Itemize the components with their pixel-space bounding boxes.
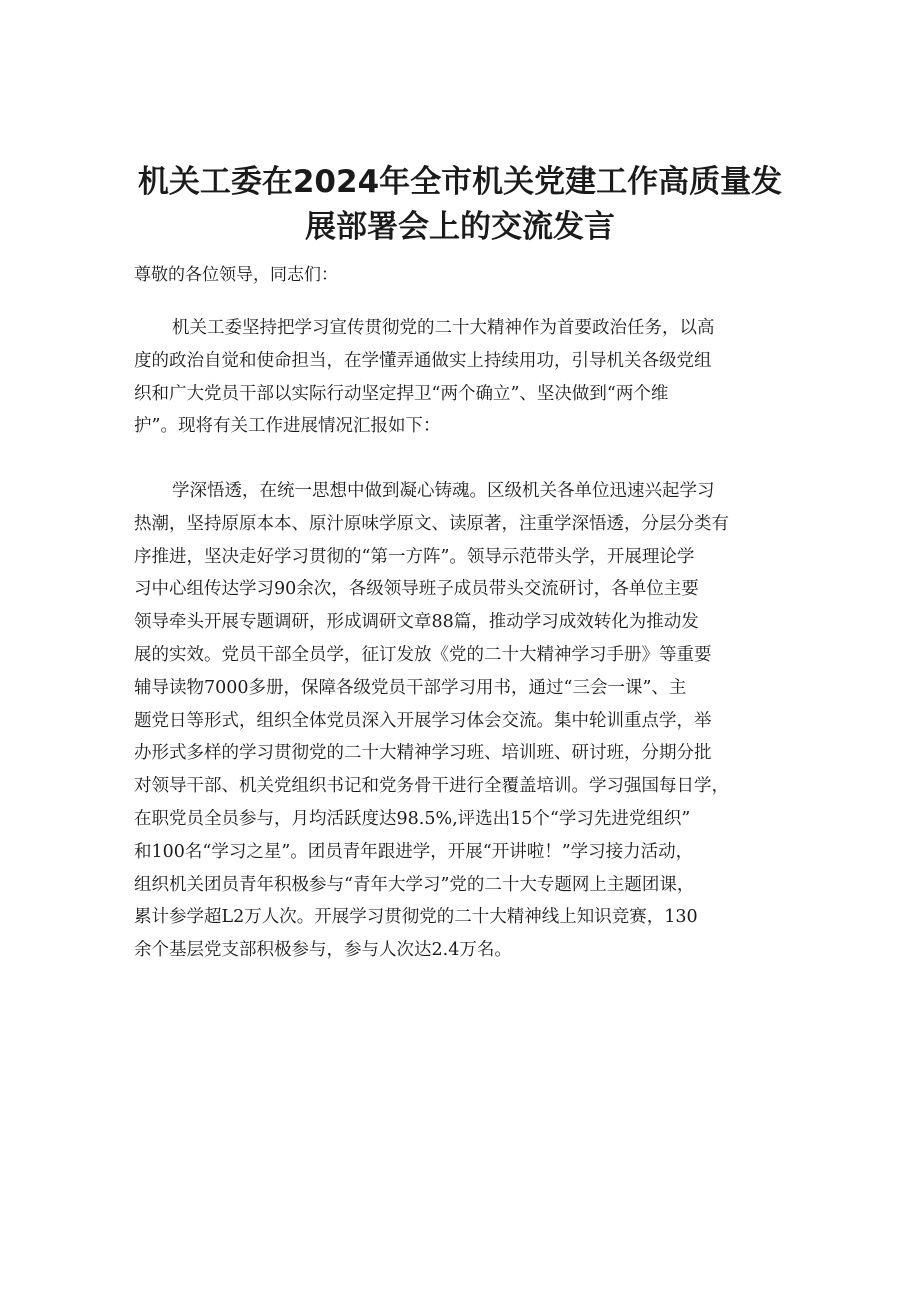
salutation: 尊敬的各位领导，同志们： [134,265,338,285]
text-line: 度的政治自觉和使命担当，在学懂弄通做实上持续用功，引导机关各级党组 [134,350,712,371]
title-line: 机关工委在2024年全市机关党建工作高质量发 [137,164,783,200]
text-line: 在职党员全员参与，月均活跃度达98.5%,评选出15个“学习先进党组织” [134,808,691,829]
text-line: 机关工委坚持把学习宣传贯彻党的二十大精神作为首要政治任务，以高 [172,318,715,338]
text-line: 组织机关团员青年积极参与“青年大学习”党的二十大专题网上主题团课， [134,874,695,895]
text-line: 办形式多样的学习贯彻党的二十大精神学习班、培训班、研讨班，分期分批 [134,743,712,764]
text-line: 余个基层党支部积极参与，参与人次达2.4万名。 [134,940,512,961]
text-line: 学深悟透，在统一思想中做到凝心铸魂。区级机关各单位迅速兴起学习 [172,481,715,501]
text-line: 领导牵头开展专题调研，形成调研文章88篇，推动学习成效转化为推动发 [134,612,699,633]
paragraph-intro [134,312,796,443]
text-line: 展的实效。党员干部全员学，征订发放《党的二十大精神学习手册》等重要 [134,644,712,665]
text-line: 题党日等形式，组织全体党员深入开展学习体会交流。集中轮训重点学，举 [134,710,712,731]
text-line: 累计参学超L2万人次。开展学习贯彻党的二十大精神线上知识竞赛，130 [134,907,698,928]
text-line: 护”。现将有关工作进展情况汇报如下： [134,416,441,437]
text-line: 和100名“学习之星”。团员青年跟进学，开展“开讲啦！”学习接力活动， [134,841,694,862]
text-line: 热潮，坚持原原本本、原汁原味学原文、读原著，注重学深悟透，分层分类有 [134,513,729,534]
text-line: 织和广大党员干部以实际行动坚定捍卫“两个确立”、坚决做到“两个维 [134,383,669,404]
text-line: 对领导干部、机关党组织书记和党务骨干进行全覆盖培训。学习强国每日学， [134,776,729,797]
paragraph-study [134,475,796,967]
text-line: 辅导读物7000多册，保障各级党员干部学习用书，通过“三会一课”、主 [134,677,687,698]
text-line: 序推进，坚决走好学习贯彻的“第一方阵”。领导示范带头学，开展理论学 [134,546,695,567]
document-title [120,160,800,250]
title-line: 展部署会上的交流发言 [305,209,615,245]
text-line: 习中心组传达学习90余次，各级领导班子成员带头交流研讨，各单位主要 [134,579,699,600]
